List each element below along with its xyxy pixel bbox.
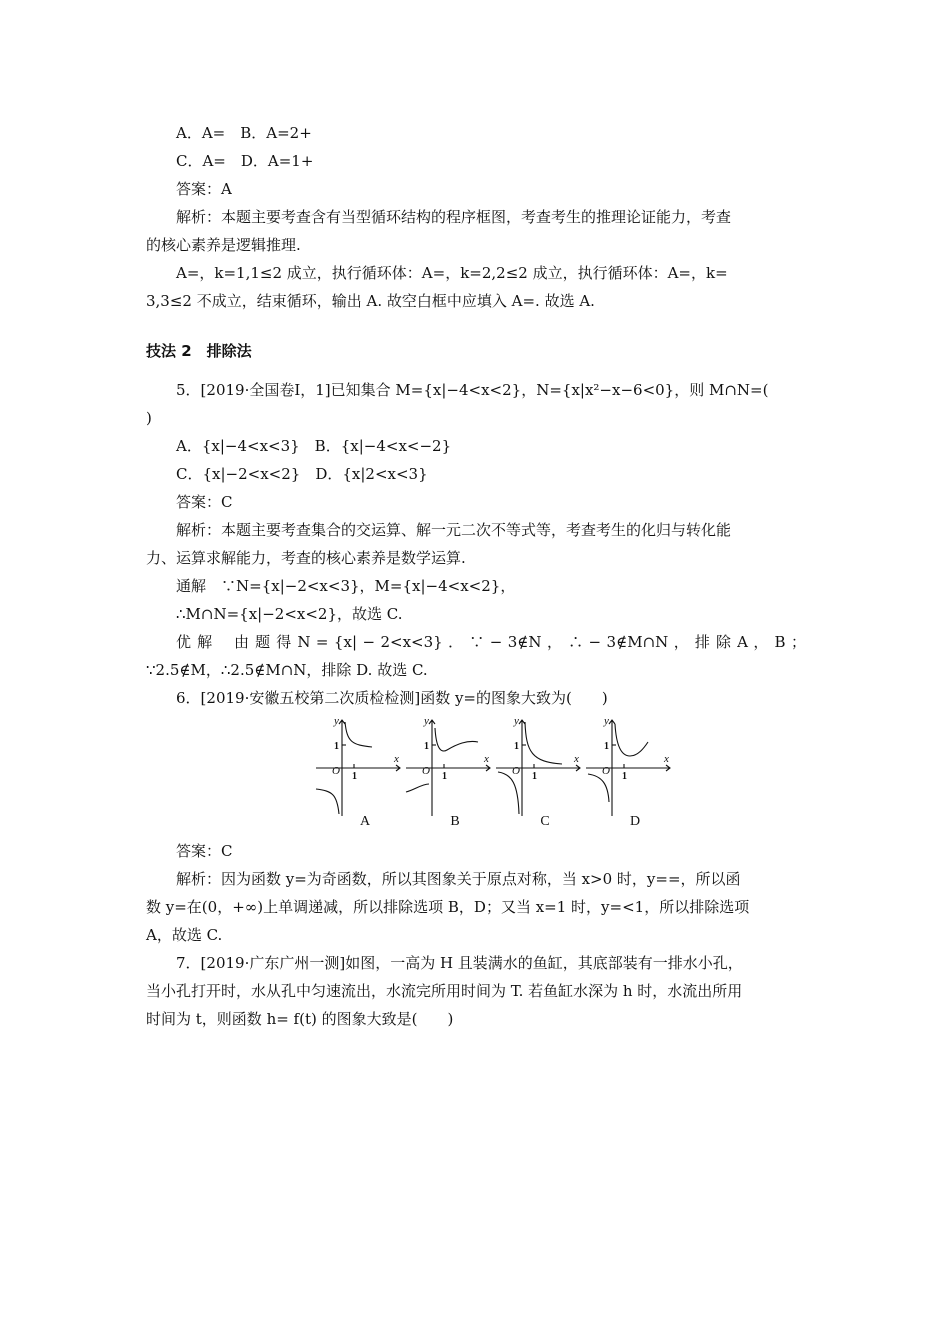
analysis-line: 解析：因为函数 y=为奇函数，所以其图象关于原点对称，当 x>0 时，y==，所以函	[176, 870, 741, 888]
graph-d-y-tick: 1	[604, 741, 609, 752]
graph-d-x-label: x	[664, 753, 669, 765]
graph-a-origin: O	[332, 765, 340, 777]
solution-line: 优 解 由 题 得 N = {x| − 2<x<3} ． ∵ − 3∉N ， ∴ − 3∉M∩N ， 排 除 A ， B ；	[176, 633, 806, 651]
analysis-line: A=，k=1,1≤2 成立，执行循环体：A=，k=2,2≤2 成立，执行循环体：A=，k=	[176, 264, 728, 282]
question-6: 6．[2019·安徽五校第二次质检检测]函数 y=的图象大致为( )	[176, 689, 608, 707]
answer-line: 答案：C	[176, 842, 233, 860]
graph-d-origin: O	[602, 765, 610, 777]
question-7: 时间为 t，则函数 h= f(t) 的图象大致是( )	[146, 1010, 454, 1028]
analysis-line: 数 y=在(0，+∞)上单调递减，所以排除选项 B，D；又当 x=1 时，y=<1，所以排除选项	[146, 898, 750, 916]
graph-b-y-label: y	[424, 715, 429, 727]
option-line-ab: A．{x|−4<x<3} B．{x|−4<x<−2}	[176, 437, 452, 455]
analysis-line: 3,3≤2 不成立，结束循环，输出 A. 故空白框中应填入 A=. 故选 A.	[146, 292, 595, 310]
graph-label-b: B	[450, 814, 460, 829]
graph-label-d: D	[629, 814, 641, 829]
analysis-line: 的核心素养是逻辑推理.	[146, 236, 301, 254]
analysis-line: A，故选 C.	[146, 926, 223, 944]
graph-b-x-tick: 1	[442, 771, 447, 782]
question-5: 5．[2019·全国卷Ⅰ，1]已知集合 M={x|−4<x<2}，N={x|x²−x−6<0}，则 M∩N=(	[176, 381, 769, 399]
option-line-cd: C．{x|−2<x<2} D．{x|2<x<3}	[176, 465, 428, 483]
graph-c-x-tick: 1	[532, 771, 537, 782]
graph-c-x-label: x	[574, 753, 579, 765]
graph-c-y-label: y	[514, 715, 519, 727]
graph-b-x-label: x	[484, 753, 489, 765]
analysis-line: 力、运算求解能力，考查的核心素养是数学运算.	[146, 549, 466, 567]
graph-c-y-tick: 1	[514, 741, 519, 752]
graph-b-y-tick: 1	[424, 741, 429, 752]
question-7: 7．[2019·广东广州一测]如图，一高为 H 且装满水的鱼缸，其底部装有一排水小孔，	[176, 954, 743, 972]
graph-a-y-tick: 1	[334, 741, 339, 752]
graph-d-y-label: y	[604, 715, 609, 727]
analysis-line: 解析：本题主要考查集合的交运算、解一元二次不等式等，考查考生的化归与转化能	[176, 521, 732, 539]
graph-d-x-tick: 1	[622, 771, 627, 782]
solution-line: ∵2.5∉M，∴2.5∉M∩N，排除 D. 故选 C.	[146, 661, 428, 679]
graph-c-origin: O	[512, 765, 520, 777]
answer-line: 答案：C	[176, 493, 233, 511]
solution-line: ∴M∩N={x|−2<x<2}，故选 C.	[176, 605, 403, 623]
answer-line: 答案：A	[176, 180, 232, 198]
option-line-cd: C．A= D．A=1+	[176, 152, 314, 170]
section-heading: 技法 2 排除法	[146, 342, 252, 360]
question-7: 当小孔打开时，水从孔中匀速流出，水流完所用时间为 T. 若鱼缸水深为 h 时，水流出所用	[146, 982, 743, 1000]
graph-a-x-label: x	[394, 753, 399, 765]
graph-label-a: A	[359, 814, 371, 829]
graph-label-c: C	[540, 814, 550, 829]
option-line-ab: A．A= B．A=2+	[176, 124, 312, 142]
graph-a-y-label: y	[334, 715, 339, 727]
analysis-line: 解析：本题主要考查含有当型循环结构的程序框图，考查考生的推理论证能力，考查	[176, 208, 732, 226]
question-5-paren: )	[146, 409, 152, 427]
graph-a-x-tick: 1	[352, 771, 357, 782]
solution-line: 通解 ∵N={x|−2<x<3}，M={x|−4<x<2}，	[176, 577, 516, 595]
graph-b-origin: O	[422, 765, 430, 777]
